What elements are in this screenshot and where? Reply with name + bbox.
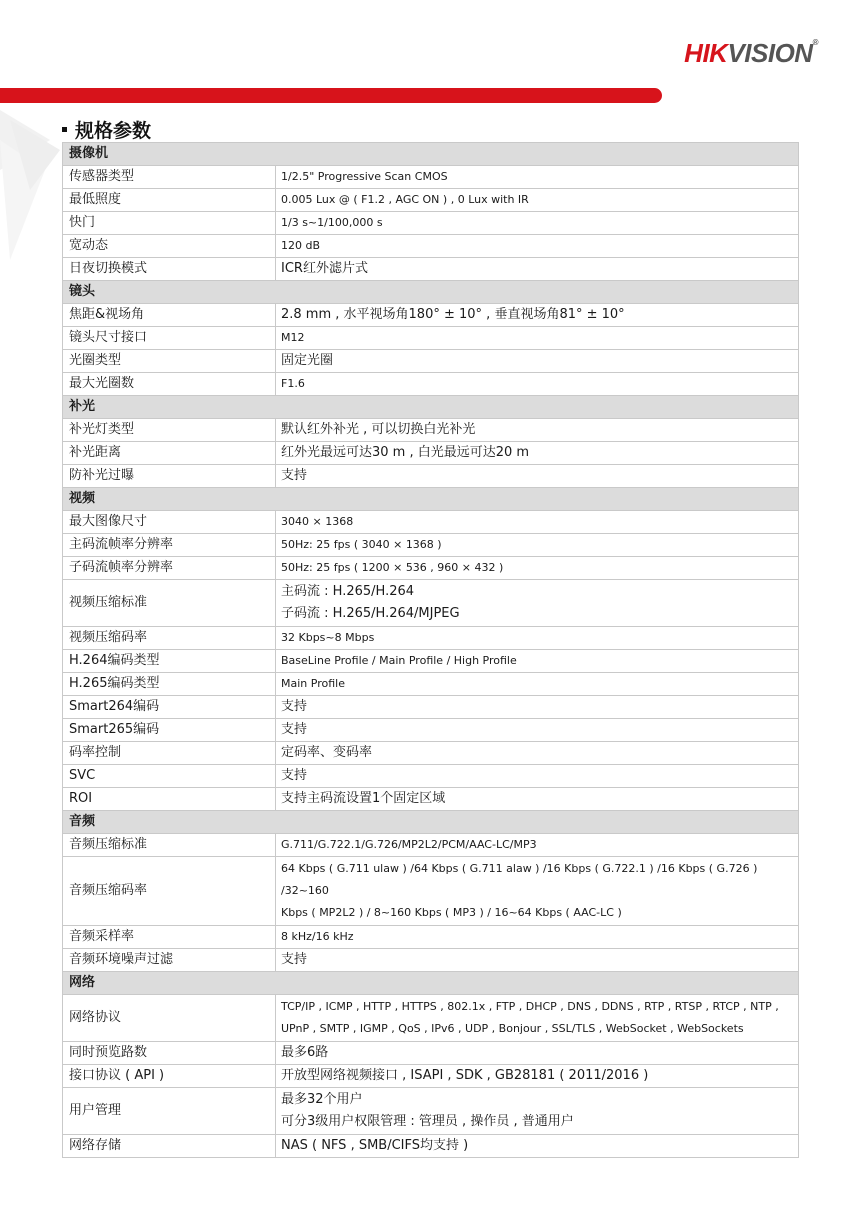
spec-value	[276, 673, 799, 696]
spec-value-line: F1.6	[281, 377, 305, 390]
spec-value-line: 可分3级用户权限管理 : 管理员 , 操作员 , 普通用户	[281, 1114, 574, 1129]
category-row	[63, 143, 799, 166]
spec-value-line: 32 Kbps~8 Mbps	[281, 631, 375, 644]
spec-label: 音频压缩标准	[63, 834, 276, 857]
spec-value-line: NAS ( NFS , SMB/CIFS均支持 )	[281, 1138, 469, 1153]
spec-row	[63, 419, 799, 442]
spec-row	[63, 557, 799, 580]
category-heading: 补光	[63, 396, 799, 419]
spec-row	[63, 765, 799, 788]
spec-value-line: 支持	[281, 722, 308, 737]
category-heading: 网络	[63, 972, 799, 995]
spec-value	[276, 580, 799, 627]
spec-row	[63, 627, 799, 650]
spec-value-line: 支持主码流设置1个固定区域	[281, 791, 446, 806]
spec-label: 音频采样率	[63, 926, 276, 949]
header-accent-bar	[0, 88, 662, 103]
spec-label: 最低照度	[63, 189, 276, 212]
spec-label: 补光距离	[63, 442, 276, 465]
spec-label: Smart265编码	[63, 719, 276, 742]
spec-label: 主码流帧率分辨率	[63, 534, 276, 557]
spec-value	[276, 511, 799, 534]
spec-value	[276, 696, 799, 719]
spec-value-line: 固定光圈	[281, 353, 334, 368]
spec-value-line: G.711/G.722.1/G.726/MP2L2/PCM/AAC-LC/MP3	[281, 838, 537, 851]
spec-value-line: 支持	[281, 699, 308, 714]
spec-label: 接口协议 ( API )	[63, 1065, 276, 1088]
spec-row	[63, 926, 799, 949]
spec-label: ROI	[63, 788, 276, 811]
spec-value-line: 支持	[281, 468, 308, 483]
spec-label: 光圈类型	[63, 350, 276, 373]
spec-value-line: 1/3 s~1/100,000 s	[281, 216, 383, 229]
spec-value	[276, 350, 799, 373]
spec-row	[63, 1065, 799, 1088]
spec-value	[276, 534, 799, 557]
spec-value-line: 定码率、变码率	[281, 745, 373, 760]
spec-row	[63, 857, 799, 926]
spec-row	[63, 373, 799, 396]
hikvision-logo: HIKVISION®	[684, 38, 818, 68]
spec-value	[276, 834, 799, 857]
spec-row	[63, 442, 799, 465]
spec-value-line: 红外光最远可达30 m , 白光最远可达20 m	[281, 445, 530, 460]
category-heading: 镜头	[63, 281, 799, 304]
spec-row	[63, 1135, 799, 1158]
spec-row	[63, 580, 799, 627]
spec-row	[63, 650, 799, 673]
spec-label: 传感器类型	[63, 166, 276, 189]
spec-row	[63, 742, 799, 765]
spec-label: 子码流帧率分辨率	[63, 557, 276, 580]
spec-value	[276, 1042, 799, 1065]
spec-value	[276, 788, 799, 811]
spec-value-line: 子码流 : H.265/H.264/MJPEG	[281, 606, 460, 621]
spec-value	[276, 857, 799, 926]
spec-row	[63, 696, 799, 719]
spec-row	[63, 995, 799, 1042]
spec-label: 最大光圈数	[63, 373, 276, 396]
spec-label: 视频压缩标准	[63, 580, 276, 627]
category-heading: 视频	[63, 488, 799, 511]
spec-row	[63, 788, 799, 811]
spec-value	[276, 926, 799, 949]
spec-value-line: 最多32个用户	[281, 1092, 363, 1107]
spec-value	[276, 327, 799, 350]
spec-value	[276, 995, 799, 1042]
spec-value-line: 3040 × 1368	[281, 515, 354, 528]
spec-row	[63, 235, 799, 258]
spec-label: 码率控制	[63, 742, 276, 765]
spec-value	[276, 627, 799, 650]
spec-value-line: 最多6路	[281, 1045, 329, 1060]
spec-value-line: M12	[281, 331, 305, 344]
spec-label: 同时预览路数	[63, 1042, 276, 1065]
spec-value-line: BaseLine Profile / Main Profile / High Profile	[281, 654, 517, 667]
spec-value-line: 8 kHz/16 kHz	[281, 930, 354, 943]
spec-value	[276, 1088, 799, 1135]
category-row	[63, 396, 799, 419]
spec-value-line: UPnP , SMTP , IGMP , QoS , IPv6 , UDP , Bonjour , SSL/TLS , WebSocket , WebSockets	[281, 1022, 744, 1035]
spec-label: H.264编码类型	[63, 650, 276, 673]
spec-row	[63, 304, 799, 327]
spec-value	[276, 557, 799, 580]
spec-label: 焦距&视场角	[63, 304, 276, 327]
spec-label: 日夜切换模式	[63, 258, 276, 281]
spec-value-line: 主码流 : H.265/H.264	[281, 584, 415, 599]
spec-value-line: TCP/IP , ICMP , HTTP , HTTPS , 802.1x , FTP , DHCP , DNS , DDNS , RTP , RTSP , RTCP , NTP ,	[281, 1000, 779, 1013]
spec-label: 补光灯类型	[63, 419, 276, 442]
spec-row	[63, 673, 799, 696]
spec-label: SVC	[63, 765, 276, 788]
spec-value	[276, 258, 799, 281]
spec-label: H.265编码类型	[63, 673, 276, 696]
spec-row	[63, 949, 799, 972]
spec-label: 音频压缩码率	[63, 857, 276, 926]
spec-row	[63, 350, 799, 373]
category-heading: 摄像机	[63, 143, 799, 166]
spec-row	[63, 719, 799, 742]
spec-table	[62, 142, 799, 1158]
spec-label: 网络协议	[63, 995, 276, 1042]
spec-value-line: 支持	[281, 768, 308, 783]
spec-value	[276, 235, 799, 258]
spec-value	[276, 650, 799, 673]
spec-value-line: ICR红外滤片式	[281, 261, 368, 276]
spec-value-line: 支持	[281, 952, 308, 967]
spec-row	[63, 1042, 799, 1065]
spec-label: 快门	[63, 212, 276, 235]
spec-value	[276, 765, 799, 788]
spec-value	[276, 189, 799, 212]
spec-value-line: 0.005 Lux @ ( F1.2 , AGC ON ) , 0 Lux with IR	[281, 193, 529, 206]
spec-value	[276, 742, 799, 765]
spec-value	[276, 1135, 799, 1158]
spec-value	[276, 949, 799, 972]
spec-value-line: Main Profile	[281, 677, 345, 690]
spec-value	[276, 419, 799, 442]
spec-value-line: 120 dB	[281, 239, 321, 252]
spec-value-line: 50Hz: 25 fps ( 3040 × 1368 )	[281, 538, 442, 551]
spec-label: 宽动态	[63, 235, 276, 258]
spec-label: 网络存储	[63, 1135, 276, 1158]
spec-value	[276, 166, 799, 189]
spec-value-line: 64 Kbps ( G.711 ulaw ) /64 Kbps ( G.711 alaw ) /16 Kbps ( G.722.1 ) /16 Kbps ( G.726 ) /32~160	[281, 862, 758, 897]
spec-label: 镜头尺寸接口	[63, 327, 276, 350]
spec-value-line: 1/2.5" Progressive Scan CMOS	[281, 170, 448, 183]
spec-label: 视频压缩码率	[63, 627, 276, 650]
spec-value-line: 50Hz: 25 fps ( 1200 × 536 , 960 × 432 )	[281, 561, 504, 574]
spec-row	[63, 1088, 799, 1135]
spec-row	[63, 534, 799, 557]
spec-row	[63, 189, 799, 212]
spec-label: 最大图像尺寸	[63, 511, 276, 534]
spec-value	[276, 442, 799, 465]
spec-label: 音频环境噪声过滤	[63, 949, 276, 972]
spec-label: Smart264编码	[63, 696, 276, 719]
spec-row	[63, 212, 799, 235]
category-row	[63, 972, 799, 995]
spec-value	[276, 465, 799, 488]
category-heading: 音频	[63, 811, 799, 834]
category-row	[63, 488, 799, 511]
spec-row	[63, 327, 799, 350]
spec-value	[276, 304, 799, 327]
spec-row	[63, 258, 799, 281]
spec-label: 用户管理	[63, 1088, 276, 1135]
spec-value	[276, 1065, 799, 1088]
spec-row	[63, 166, 799, 189]
spec-row	[63, 834, 799, 857]
spec-value-line: 开放型网络视频接口 , ISAPI , SDK , GB28181 ( 2011/2016 )	[281, 1068, 649, 1083]
category-row	[63, 811, 799, 834]
section-title: 规格参数	[62, 116, 151, 143]
spec-row	[63, 511, 799, 534]
spec-value-line: 2.8 mm , 水平视场角180° ± 10° , 垂直视场角81° ± 10°	[281, 307, 625, 322]
spec-label: 防补光过曝	[63, 465, 276, 488]
spec-row	[63, 465, 799, 488]
spec-value	[276, 212, 799, 235]
spec-value-line: 默认红外补光 , 可以切换白光补光	[281, 422, 476, 437]
decorative-triangles	[0, 100, 62, 260]
category-row	[63, 281, 799, 304]
spec-value	[276, 719, 799, 742]
spec-value-line: Kbps ( MP2L2 ) / 8~160 Kbps ( MP3 ) / 16~64 Kbps ( AAC-LC )	[281, 906, 622, 919]
spec-value	[276, 373, 799, 396]
